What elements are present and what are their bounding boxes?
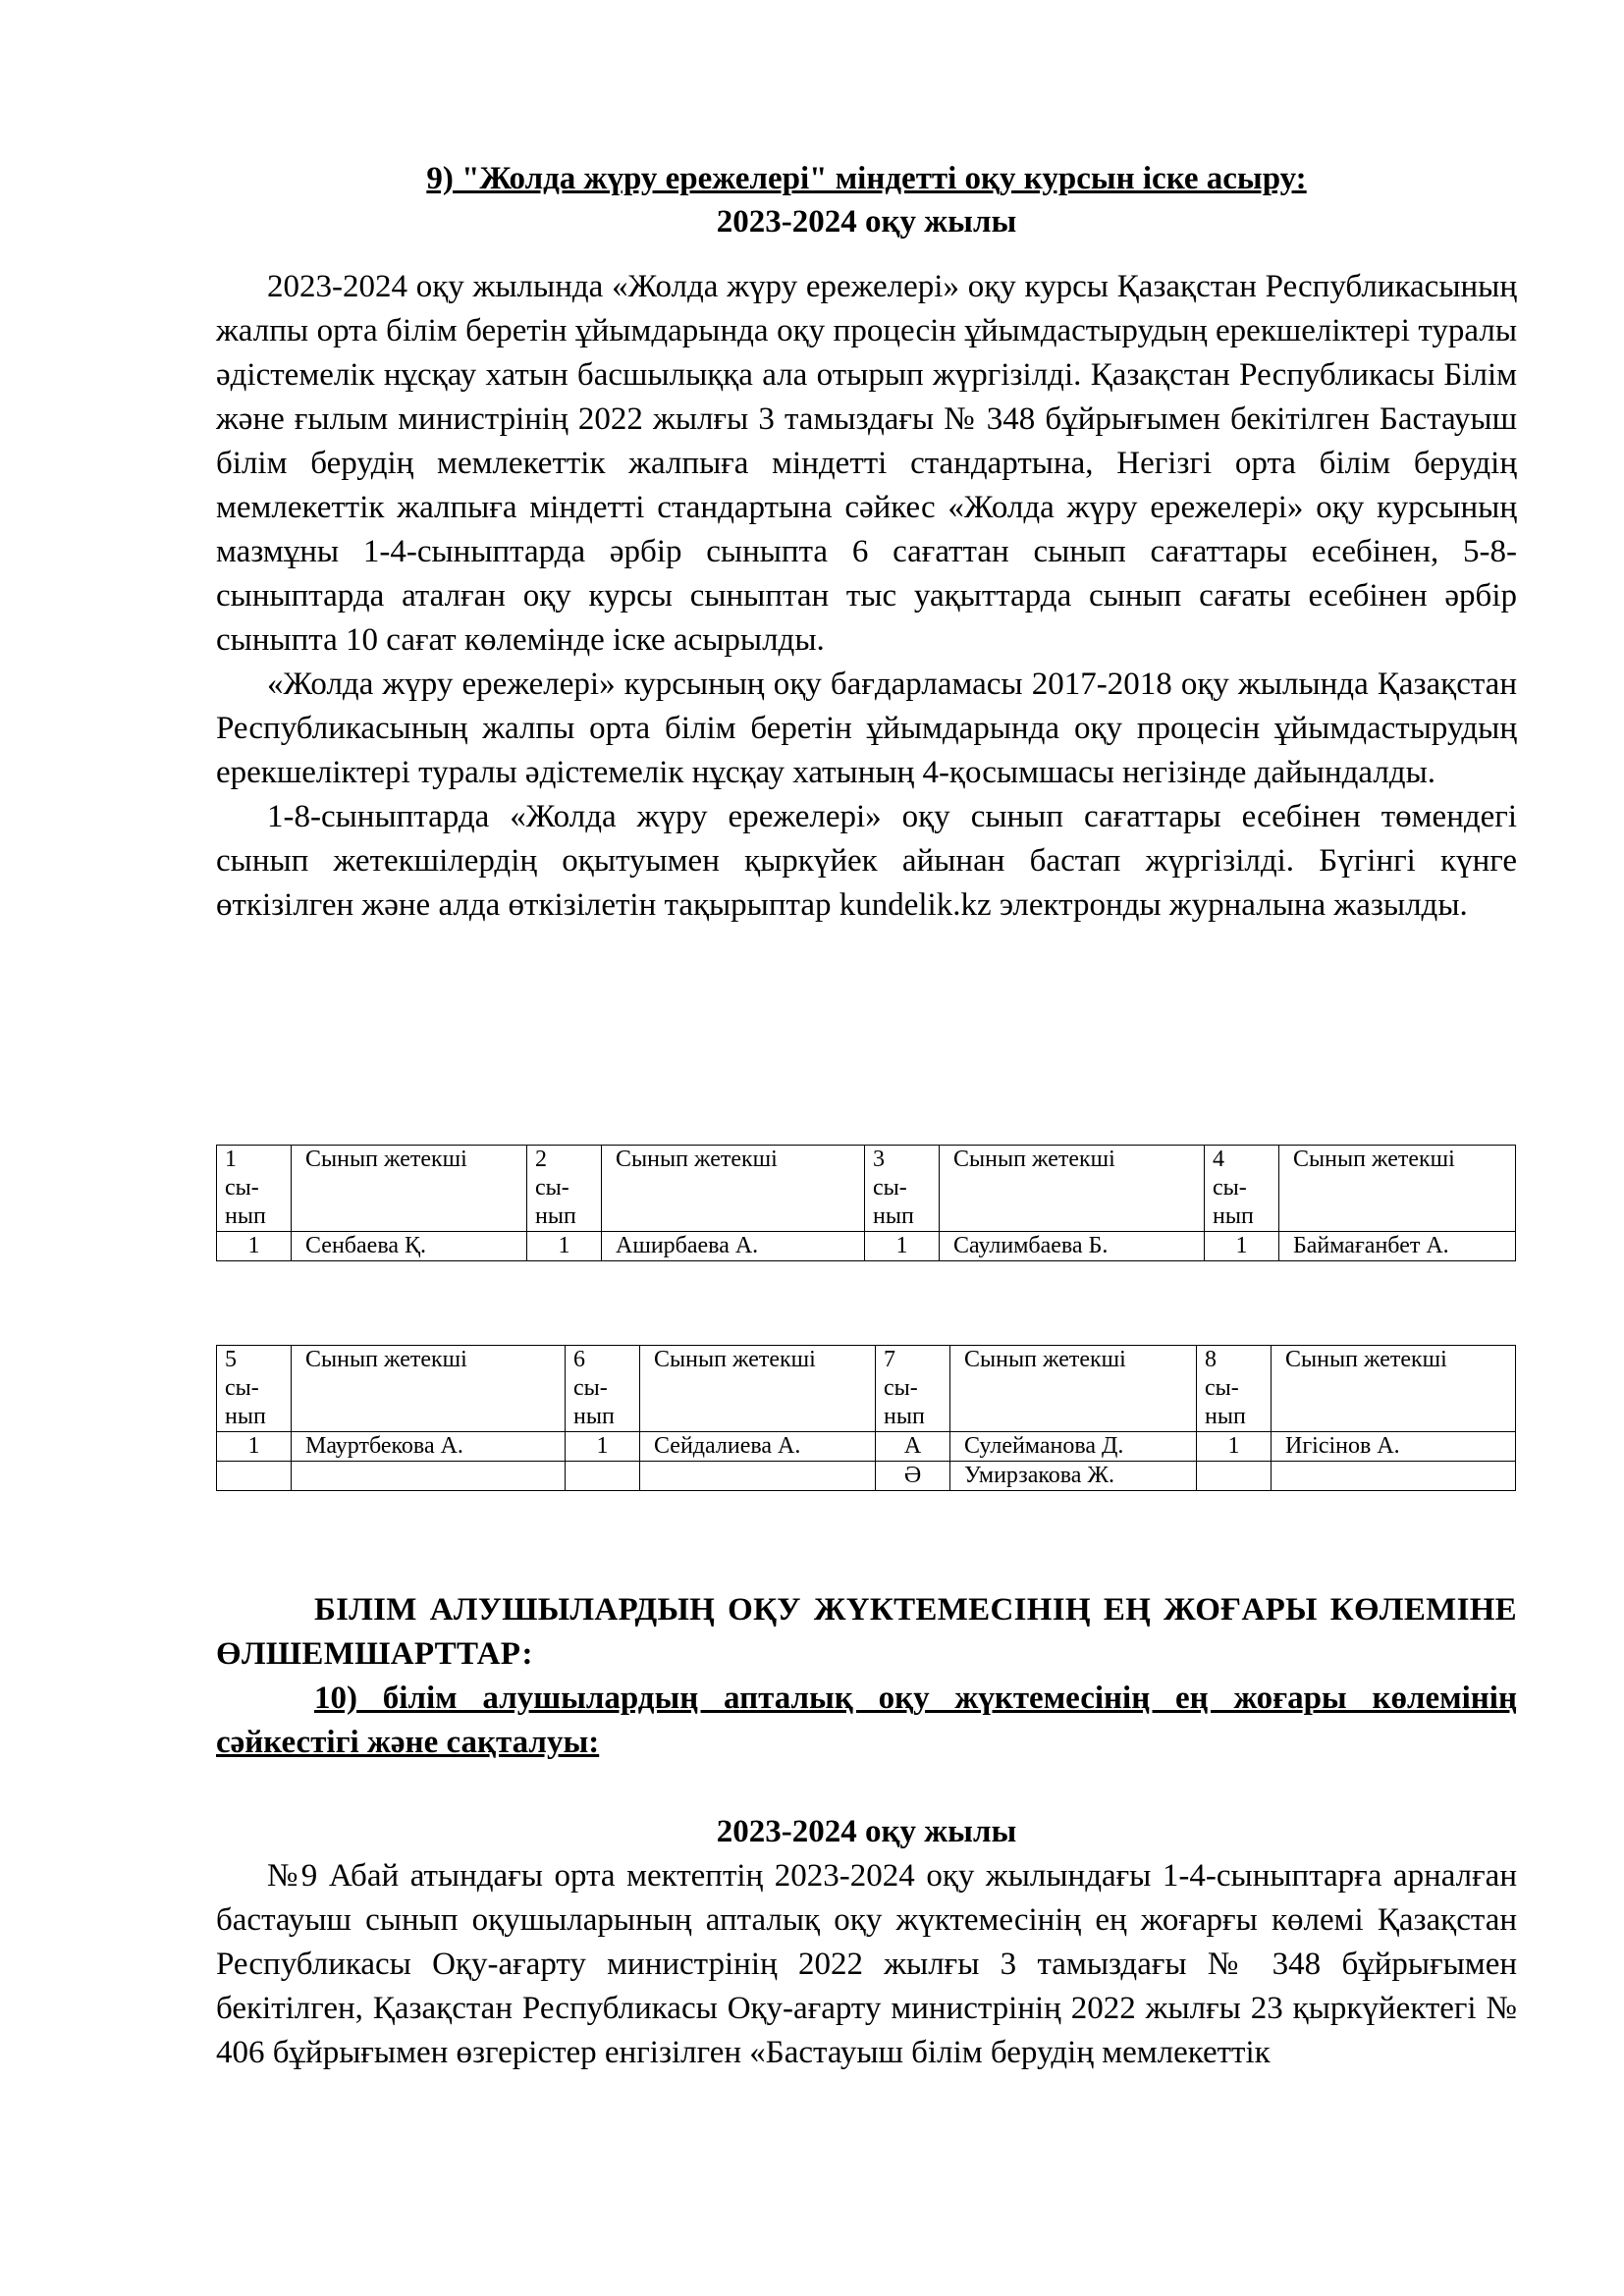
teacher-header: Сынып жетекші — [940, 1146, 1205, 1232]
teacher-name-cell — [640, 1462, 876, 1491]
class-teachers-table-1 — [216, 1145, 1516, 1261]
teacher-name-cell: Умирзакова Ж. — [950, 1462, 1197, 1491]
class-number-header: 5 сы- нып — [217, 1346, 292, 1432]
table-header-row — [217, 1146, 1516, 1232]
class-letter-cell: 1 — [1197, 1432, 1272, 1462]
teacher-name-cell: Сулейманова Д. — [950, 1432, 1197, 1462]
class-letter-cell: 1 — [865, 1232, 940, 1261]
section10 — [216, 1588, 1517, 2075]
document-page — [216, 157, 1517, 2070]
table-row — [217, 1232, 1516, 1261]
teacher-name-cell: Игісінов А. — [1272, 1432, 1516, 1462]
teacher-header: Сынып жетекші — [950, 1346, 1197, 1432]
class-letter-cell: 1 — [566, 1432, 640, 1462]
section10-heading: БІЛІМ АЛУШЫЛАРДЫҢ ОҚУ ЖҮКТЕМЕСІНІҢ ЕҢ ЖОҒАРЫ КӨЛЕМІНЕ ӨЛШЕМШАРТТАР: — [216, 1592, 1517, 1672]
class-letter-cell — [217, 1462, 292, 1491]
teacher-name-cell: Аширбаева А. — [602, 1232, 865, 1261]
teacher-name-cell: Баймағанбет А. — [1279, 1232, 1516, 1261]
table-row — [217, 1432, 1516, 1462]
class-letter-cell: 1 — [527, 1232, 602, 1261]
teacher-header: Сынып жетекші — [1272, 1346, 1516, 1432]
class-letter-cell: Ә — [876, 1462, 950, 1491]
section10-year: 2023-2024 оқу жылы — [716, 1814, 1017, 1849]
teacher-header: Сынып жетекші — [1279, 1146, 1516, 1232]
class-letter-cell: 1 — [217, 1432, 292, 1462]
class-number-header: 2 сы- нып — [527, 1146, 602, 1232]
teacher-name-cell — [292, 1462, 566, 1491]
teacher-header: Сынып жетекші — [292, 1346, 566, 1432]
class-number-header: 3 сы- нып — [865, 1146, 940, 1232]
class-letter-cell: А — [876, 1432, 950, 1462]
class-number-header: 1 сы- нып — [217, 1146, 292, 1232]
class-number-header: 4 сы- нып — [1205, 1146, 1279, 1232]
class-letter-cell — [1197, 1462, 1272, 1491]
teacher-name-cell: Сейдалиева А. — [640, 1432, 876, 1462]
section9-title-line1: 9) "Жолда жүру ережелері" міндетті оқу курсын іске асыру: — [426, 161, 1307, 196]
section9-paragraph-3: 1-8-сыныптарда «Жолда жүру ережелері» оқу сынып сағаттары есебінен төмендегі сынып жетекшілердің оқытуымен қыркүйек айынан бастап жүргізілді. Бүгінгі күнге өткізілген және алда өткізілетін тақырыптар kundelik.kz электронды журналына жазылды. — [216, 799, 1517, 923]
table-row — [217, 1462, 1516, 1491]
section9-title — [216, 157, 1517, 243]
teacher-header: Сынып жетекші — [292, 1146, 527, 1232]
section10-paragraph: №9 Абай атындағы орта мектептің 2023-2024 оқу жылындағы 1-4-сыныптарға арналған бастауыш сынып оқушыларының апталық оқу жүктемесінің ең жоғарғы көлемі Қазақстан Республикасы Оқу-ағарту министрінің 2022 жылғы 3 тамыздағы № 348 бұйрығымен бекітілген, Қазақстан Республикасы Оқу-ағарту министрінің 2022 жылғы 23 қыркүйектегі № 406 бұйрығымен өзгерістер енгізілген «Бастауыш білім берудің мемлекеттік — [216, 1858, 1517, 2070]
class-number-header: 8 сы- нып — [1197, 1346, 1272, 1432]
class-number-header: 6 сы- нып — [566, 1346, 640, 1432]
class-letter-cell: 1 — [1205, 1232, 1279, 1261]
table-header-row — [217, 1346, 1516, 1432]
section9-paragraph-2: «Жолда жүру ережелері» курсының оқу бағдарламасы 2017-2018 оқу жылында Қазақстан Республикасының жалпы орта білім беретін ұйымдарында оқу процесін ұйымдастырудың ерекшеліктері туралы әдістемелік нұсқау хатының 4-қосымшасы негізінде дайындалды. — [216, 667, 1517, 790]
section9-paragraph-1: 2023-2024 оқу жылында «Жолда жүру ережелері» оқу курсы Қазақстан Республикасының жалпы орта білім беретін ұйымдарында оқу процесін ұйымдастырудың ерекшеліктері туралы әдістемелік нұсқау хатын басшылыққа ала отырып жүргізілді. Қазақстан Республикасы Білім және ғылым министрінің 2022 жылғы 3 тамыздағы № 348 бұйрығымен бекітілген Бастауыш білім берудің мемлекеттік жалпыға міндетті стандартына, Негізгі орта білім берудің мемлекеттік жалпыға міндетті стандартына сәйкес «Жолда жүру ережелері» оқу курсының мазмұны 1-4-сыныптарда әрбір сыныпта 6 сағаттан сынып сағаттары есебінен, 5-8-сыныптарда аталған оқу курсы сыныптан тыс уақыттарда сынып сағаты есебінен әрбір сыныпта 10 сағат көлемінде іске асырылды. — [216, 269, 1517, 658]
teacher-name-cell: Саулимбаева Б. — [940, 1232, 1205, 1261]
section9-title-line2: 2023-2024 оқу жылы — [716, 204, 1017, 240]
teacher-header: Сынып жетекші — [640, 1346, 876, 1432]
class-number-header: 7 сы- нып — [876, 1346, 950, 1432]
teacher-header: Сынып жетекші — [602, 1146, 865, 1232]
teacher-name-cell — [1272, 1462, 1516, 1491]
teacher-name-cell: Сенбаева Қ. — [292, 1232, 527, 1261]
teacher-name-cell: Мауртбекова А. — [292, 1432, 566, 1462]
section10-subheading: 10) білім алушылардың апталық оқу жүктемесінің ең жоғары көлемінің сәйкестігі және сақталуы: — [216, 1681, 1517, 1760]
class-letter-cell — [566, 1462, 640, 1491]
class-teachers-table-2 — [216, 1345, 1516, 1491]
class-letter-cell: 1 — [217, 1232, 292, 1261]
